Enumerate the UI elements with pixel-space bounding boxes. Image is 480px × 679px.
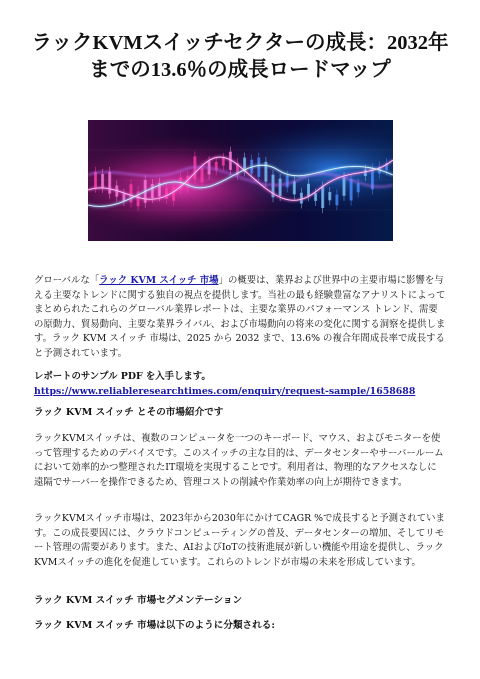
section-paragraph-growth: ラックKVMスイッチ市場は、2023年から2030年にかけてCAGR %で成長すると予測されています。この成長要因には、クラウドコンピューティングの普及、データセンターの増加、そしてリモート管理の需要があります。また、AIおよびIoTの技術進展が新しい機能や用途を提供し、ラックKVMスイッチの進化を促進しています。これらのトレンドが市場の未来を形成しています。 [34, 513, 445, 568]
intro-paragraph [34, 274, 446, 362]
candle-body [279, 179, 282, 197]
candle-body [257, 157, 260, 176]
section-heading-classification: ラック KVM スイッチ 市場は以下のように分類される: [34, 620, 275, 631]
candle-body [165, 188, 168, 199]
candle-body [307, 184, 310, 196]
sample-request-line [34, 370, 446, 399]
page-title [20, 30, 460, 84]
market-link[interactable]: ラック KVM スイッチ 市場 [99, 275, 219, 286]
candle-body [172, 187, 175, 201]
intro-text-after-link: 」の概要は、業界および世界中の主要市場に影響を与える主要なトレンドに関する独自の視点を提供します。当社の最も経験豊富なアナリストによってまとめられたこれらのグローバル業界レポートは、主要な業界のパフォーマンス トレンド、需要の原動力、貿易動向、主要な業界ライバル、および市場動向の将来の変化に関する洞察を提供します。ラック KVM スイッチ 市場は、2025 から 2032 まで、13.6% の複合年間成長率で成長すると予測されています。 [34, 275, 446, 359]
candle-body [151, 184, 154, 198]
candle-body [201, 168, 204, 182]
candle-body [335, 195, 338, 206]
intro-text-before-link: グローバルな「 [34, 275, 100, 286]
candle-body [314, 193, 317, 201]
candle-body [222, 158, 225, 166]
hero-stock-chart-image [88, 120, 393, 241]
candle-body [130, 184, 133, 202]
candle-body [94, 172, 97, 188]
title-line-2: までの13.6％の成長ロードマップ [89, 59, 391, 81]
candle-body [357, 183, 360, 192]
candle-body [350, 179, 353, 201]
candle-body [293, 181, 296, 194]
sample-label: レポートのサンプル PDF を入手します。 [34, 371, 211, 382]
title-line-1: ラックKVMスイッチセクターの成長：2032年 [31, 32, 449, 54]
candle-body [101, 174, 104, 188]
section-heading-intro: ラック KVM スイッチ とその市場紹介です [34, 407, 224, 418]
candle-body [328, 192, 331, 200]
candle-body [122, 194, 125, 201]
candle-body [108, 172, 111, 194]
candle-body [321, 186, 324, 208]
candle-body [286, 176, 289, 188]
candle-body [343, 177, 346, 196]
section-paragraph-definition: ラックKVMスイッチは、複数のコンピュータを一つのキーボード、マウス、およびモニターを使って管理するためのデバイスです。このスイッチの主な目的は、データセンターやサーバールームにおいて効率的かつ整理されたIT環境を実現することです。利用者は、物理的なアクセスなしに遠隔でサーバーを操作できるため、管理コストの削減や作業効率の向上が期待できます。 [34, 433, 444, 488]
section-heading-segmentation: ラック KVM スイッチ 市場セグメンテーション [34, 595, 243, 606]
sample-url-link[interactable]: https://www.reliableresearchtimes.com/enquiry/request-sample/1658688 [34, 385, 416, 397]
